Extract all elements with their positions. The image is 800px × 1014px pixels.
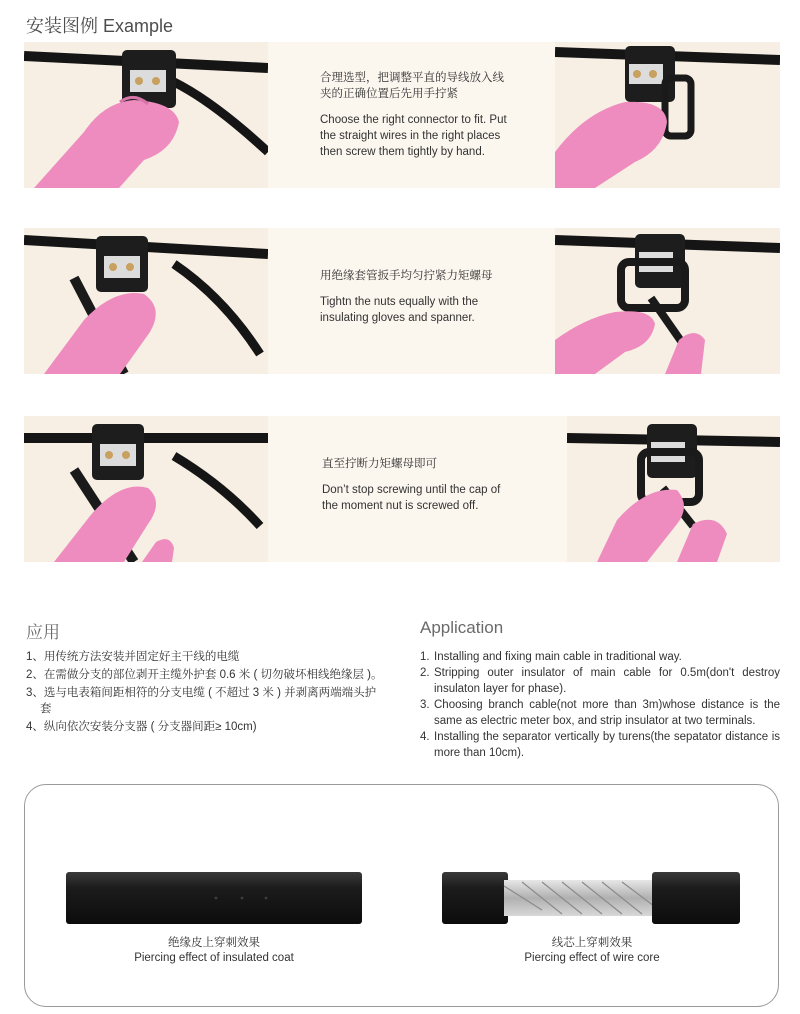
application-zh-list	[26, 649, 386, 735]
wire-core-caption-en: Piercing effect of wire core	[524, 952, 660, 964]
insulated-coat-caption-en: Piercing effect of insulated coat	[134, 952, 294, 964]
application-en-title: Application	[420, 618, 504, 637]
list-item: 4、纵向依次安装分支器 ( 分支器间距≥ 10cm)	[26, 721, 257, 733]
step-3-zh: 直至拧断力矩螺母即可	[322, 458, 437, 470]
list-item: 1、用传统方法安装并固定好主干线的电缆	[26, 651, 240, 663]
list-item: 2、在需做分支的部位剥开主缆外护套 0.6 米 ( 切勿破坏相线绝缘层 )。	[26, 669, 383, 681]
list-item: 3. Choosing branch cable(not more than 3m)whose distance is the same as electric meter box, and strip insulator at two terminals.	[420, 699, 780, 727]
step-1-right-photo	[555, 42, 780, 188]
step-1-en: Choose the right connector to fit. Put the straight wires in the right places then screw them tightly by hand.	[320, 114, 507, 158]
page-title: 安装图例 Example	[26, 16, 174, 36]
list-item: 3、选与电表箱间距相符的分支电缆 ( 不超过 3 米 ) 并剥离两端端头护套	[26, 687, 377, 715]
application-zh-title: 应用	[26, 623, 60, 642]
step-2-en: Tightn the nuts equally with the insulating gloves and spanner.	[320, 296, 479, 324]
list-item: 4. Installing the separator vertically by turens(the sepatator distance is more than 10cm).	[420, 731, 780, 759]
step-3-en: Don’t stop screwing until the cap of the moment nut is screwed off.	[322, 484, 501, 512]
insulated-coat-cable-image	[66, 870, 362, 926]
step-2-right-photo	[555, 228, 780, 374]
list-item: 1. Installing and fixing main cable in traditional way.	[420, 651, 682, 663]
step-2-zh: 用绝缘套管扳手均匀拧紧力矩螺母	[320, 270, 493, 282]
wire-core-cable-image	[442, 870, 740, 926]
insulated-coat-caption-zh: 绝缘皮上穿刺效果	[168, 937, 260, 949]
wire-core-caption-zh: 线芯上穿刺效果	[551, 937, 633, 949]
list-item: 2. Stripping outer insulator of main cable for 0.5m(don't destroy insulaton layer for phase).	[420, 667, 780, 695]
wire-core-caption	[442, 936, 742, 966]
insulated-coat-caption	[64, 936, 364, 966]
step-3-left-photo	[24, 416, 268, 562]
application-en-list	[420, 649, 780, 761]
step-2-left-photo	[24, 228, 268, 374]
step-1-text	[320, 70, 510, 160]
step-1-zh: 合理选型，把调整平直的导线放入线夹的正确位置后先用手拧紧	[320, 72, 504, 100]
step-3-right-photo	[567, 416, 780, 562]
step-3-text	[322, 456, 512, 514]
step-1-left-photo	[24, 42, 268, 188]
step-2-text	[320, 268, 510, 326]
